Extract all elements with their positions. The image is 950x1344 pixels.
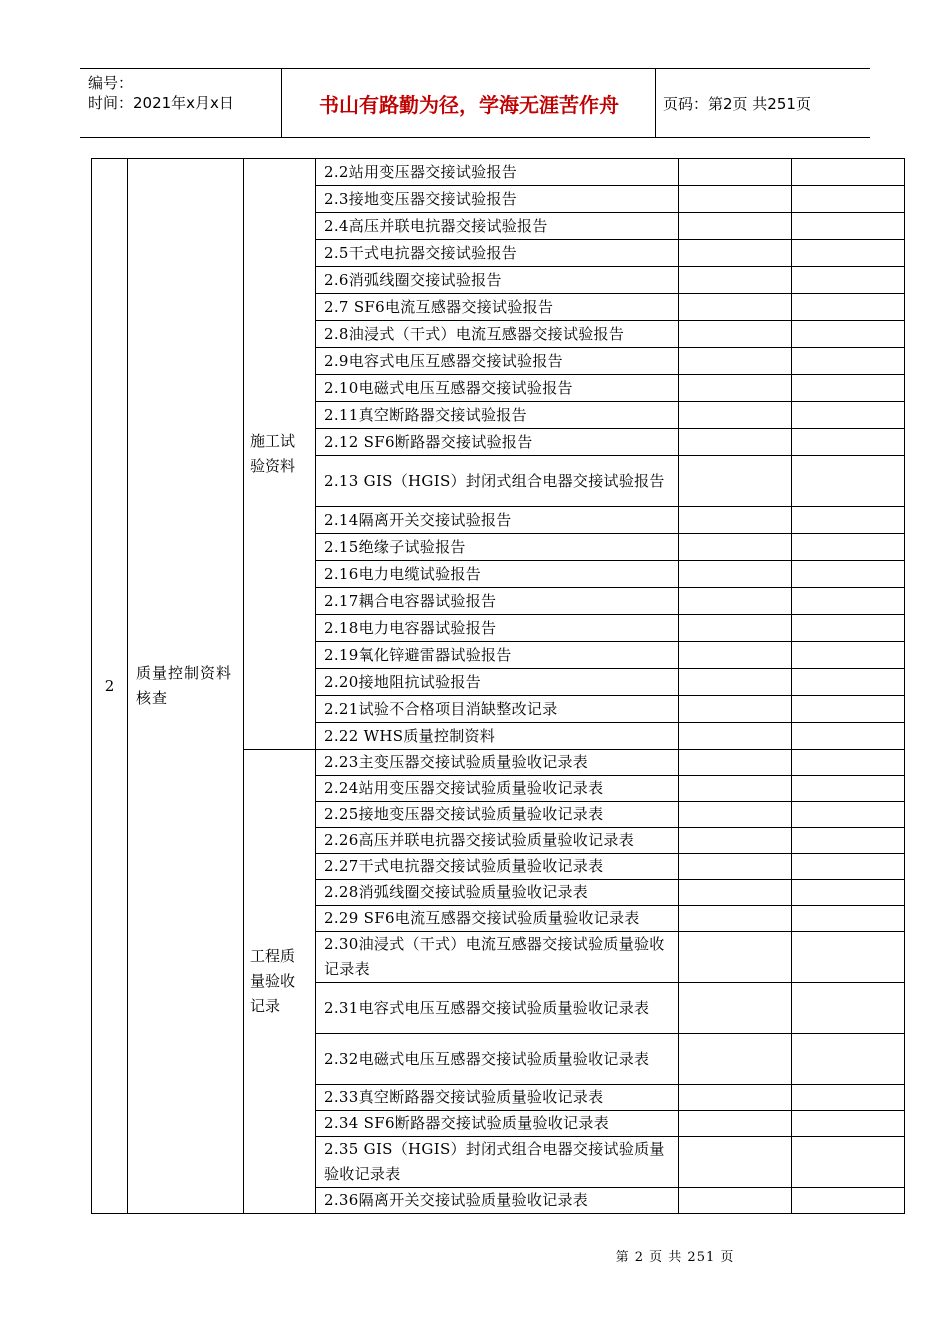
blank-cell: [679, 588, 792, 615]
blank-cell: [792, 1137, 905, 1188]
table-item: 2.25接地变压器交接试验质量验收记录表: [316, 802, 679, 828]
table-item: 2.6消弧线圈交接试验报告: [316, 267, 679, 294]
blank-cell: [792, 723, 905, 750]
table-item: 2.28消弧线圈交接试验质量验收记录表: [316, 880, 679, 906]
section-label: 工程质量验收记录: [244, 750, 316, 1214]
blank-cell: [792, 802, 905, 828]
code-label: 编号：: [88, 74, 134, 92]
table-item: 2.17耦合电容器试验报告: [316, 588, 679, 615]
blank-cell: [679, 1111, 792, 1137]
blank-cell: [792, 615, 905, 642]
blank-cell: [792, 906, 905, 932]
table-item: 2.36隔离开关交接试验质量验收记录表: [316, 1188, 679, 1214]
section-label: 施工试验资料: [244, 159, 316, 750]
table-item: 2.20接地阻抗试验报告: [316, 669, 679, 696]
blank-cell: [792, 669, 905, 696]
blank-cell: [679, 723, 792, 750]
blank-cell: [679, 1188, 792, 1214]
table-item: 2.18电力电容器试验报告: [316, 615, 679, 642]
table-item: 2.24站用变压器交接试验质量验收记录表: [316, 776, 679, 802]
blank-cell: [679, 561, 792, 588]
blank-cell: [679, 802, 792, 828]
blank-cell: [679, 321, 792, 348]
blank-cell: [679, 906, 792, 932]
table-item: 2.3接地变压器交接试验报告: [316, 186, 679, 213]
blank-cell: [679, 642, 792, 669]
table-item: 2.11真空断路器交接试验报告: [316, 402, 679, 429]
blank-cell: [679, 213, 792, 240]
blank-cell: [679, 1034, 792, 1085]
quality-control-table: [91, 158, 905, 1214]
blank-cell: [679, 669, 792, 696]
blank-cell: [792, 213, 905, 240]
blank-cell: [679, 240, 792, 267]
page-footer: 第 2 页 共 251 页: [615, 1250, 735, 1265]
blank-cell: [792, 1111, 905, 1137]
blank-cell: [679, 186, 792, 213]
blank-cell: [792, 880, 905, 906]
blank-cell: [792, 294, 905, 321]
table-item: 2.13 GIS（HGIS）封闭式组合电器交接试验报告: [316, 456, 679, 507]
blank-cell: [792, 828, 905, 854]
row-number: 2: [92, 159, 128, 1214]
blank-cell: [792, 375, 905, 402]
table-item: 2.16电力电缆试验报告: [316, 561, 679, 588]
blank-cell: [792, 402, 905, 429]
table-row: [92, 159, 905, 186]
blank-cell: [679, 983, 792, 1034]
blank-cell: [792, 240, 905, 267]
blank-cell: [792, 429, 905, 456]
table-item: 2.10电磁式电压互感器交接试验报告: [316, 375, 679, 402]
blank-cell: [792, 507, 905, 534]
blank-cell: [679, 776, 792, 802]
blank-cell: [679, 932, 792, 983]
blank-cell: [679, 402, 792, 429]
table-item: 2.15绝缘子试验报告: [316, 534, 679, 561]
table-item: 2.21试验不合格项目消缺整改记录: [316, 696, 679, 723]
blank-cell: [679, 615, 792, 642]
blank-cell: [792, 983, 905, 1034]
blank-cell: [679, 348, 792, 375]
blank-cell: [792, 854, 905, 880]
table-item: 2.26高压并联电抗器交接试验质量验收记录表: [316, 828, 679, 854]
blank-cell: [679, 507, 792, 534]
blank-cell: [792, 267, 905, 294]
blank-cell: [792, 1085, 905, 1111]
table-item: 2.32电磁式电压互感器交接试验质量验收记录表: [316, 1034, 679, 1085]
blank-cell: [792, 588, 905, 615]
blank-cell: [792, 456, 905, 507]
blank-cell: [792, 348, 905, 375]
header-meta: [88, 73, 278, 113]
blank-cell: [679, 267, 792, 294]
table-item: 2.19氧化锌避雷器试验报告: [316, 642, 679, 669]
blank-cell: [792, 321, 905, 348]
table-item: 2.2站用变压器交接试验报告: [316, 159, 679, 186]
blank-cell: [679, 429, 792, 456]
table-item: 2.7 SF6电流互感器交接试验报告: [316, 294, 679, 321]
table-item: 2.8油浸式（干式）电流互感器交接试验报告: [316, 321, 679, 348]
blank-cell: [679, 828, 792, 854]
table-item: 2.35 GIS（HGIS）封闭式组合电器交接试验质量验收记录表: [316, 1137, 679, 1188]
blank-cell: [679, 159, 792, 186]
table-item: 2.9电容式电压互感器交接试验报告: [316, 348, 679, 375]
group-label: 质量控制资料核查: [128, 159, 244, 1214]
blank-cell: [792, 561, 905, 588]
blank-cell: [792, 696, 905, 723]
blank-cell: [792, 776, 905, 802]
table-item: 2.5干式电抗器交接试验报告: [316, 240, 679, 267]
table-item: 2.23主变压器交接试验质量验收记录表: [316, 750, 679, 776]
table-item: 2.30油浸式（干式）电流互感器交接试验质量验收记录表: [316, 932, 679, 983]
blank-cell: [679, 696, 792, 723]
table-item: 2.31电容式电压互感器交接试验质量验收记录表: [316, 983, 679, 1034]
blank-cell: [679, 534, 792, 561]
blank-cell: [792, 1188, 905, 1214]
blank-cell: [792, 186, 905, 213]
header-page-label: 页码：第2页 共251页: [663, 94, 811, 113]
blank-cell: [792, 1034, 905, 1085]
blank-cell: [679, 294, 792, 321]
blank-cell: [679, 375, 792, 402]
table-item: 2.34 SF6断路器交接试验质量验收记录表: [316, 1111, 679, 1137]
table-item: 2.22 WHS质量控制资料: [316, 723, 679, 750]
blank-cell: [679, 1085, 792, 1111]
blank-cell: [792, 932, 905, 983]
time-label: 时间：2021年x月x日: [88, 94, 234, 112]
header-divider: [655, 69, 656, 137]
blank-cell: [679, 1137, 792, 1188]
blank-cell: [792, 159, 905, 186]
blank-cell: [679, 456, 792, 507]
blank-cell: [679, 880, 792, 906]
table-item: 2.33真空断路器交接试验质量验收记录表: [316, 1085, 679, 1111]
blank-cell: [792, 642, 905, 669]
table-item: 2.29 SF6电流互感器交接试验质量验收记录表: [316, 906, 679, 932]
blank-cell: [679, 854, 792, 880]
table-item: 2.12 SF6断路器交接试验报告: [316, 429, 679, 456]
header-motto: 书山有路勤为径，学海无涯苦作舟: [319, 92, 619, 117]
blank-cell: [679, 750, 792, 776]
header-divider: [281, 69, 282, 137]
blank-cell: [792, 534, 905, 561]
table-item: 2.4高压并联电抗器交接试验报告: [316, 213, 679, 240]
table-item: 2.14隔离开关交接试验报告: [316, 507, 679, 534]
table-item: 2.27干式电抗器交接试验质量验收记录表: [316, 854, 679, 880]
blank-cell: [792, 750, 905, 776]
page-header: [80, 68, 870, 138]
